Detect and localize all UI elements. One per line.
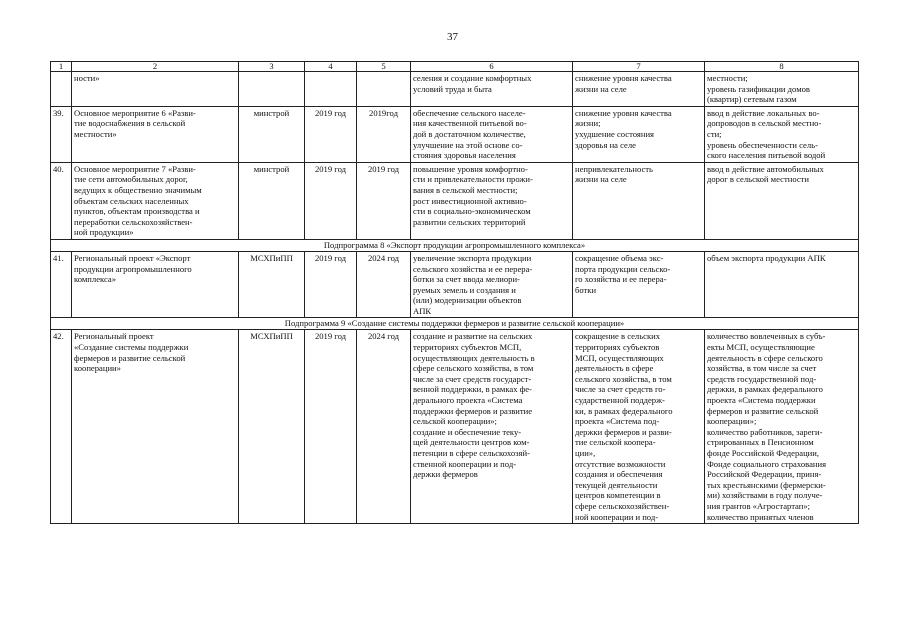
related-indicator-line: ввод в действие автомобильных	[707, 163, 824, 174]
row-number: 40.	[51, 162, 72, 239]
related-indicator	[705, 330, 859, 524]
expected-result-line: ния качественной питьевой во-	[413, 118, 527, 129]
expected-result-line: территориях субъектов МСП,	[413, 342, 522, 353]
non-implementation-consequence-line: МСП, осуществляющих	[575, 352, 664, 363]
non-implementation-consequence-line: ции»,	[575, 448, 596, 458]
non-implementation-consequence-line: текущей деятельности	[575, 479, 658, 490]
related-indicator-line: деятельность в сфере сельского	[707, 352, 823, 363]
event-name-line: объектам сельских населенных	[74, 195, 189, 206]
row-number: 39.	[51, 106, 72, 162]
end-year: 2024 год	[357, 330, 411, 524]
non-implementation-consequence-line: создания и обеспечения	[575, 469, 663, 480]
expected-result-line: сельской кооперации»;	[413, 416, 497, 427]
related-indicator-line: количество принятых членов	[707, 511, 814, 522]
non-implementation-consequence-line: деятельность в сфере	[575, 363, 654, 374]
expected-result-line: рост инвестиционной активно-	[413, 195, 527, 206]
expected-result-line: развитии сельских территорий	[413, 216, 526, 227]
expected-result-line: АПК	[413, 305, 432, 316]
non-implementation-consequence-line: отсутствие возможности	[575, 458, 666, 469]
non-implementation-consequence	[573, 72, 705, 107]
non-implementation-consequence-line: ки, в рамках федерального	[575, 405, 673, 416]
related-indicator-line: проекта «Система поддержки	[707, 395, 816, 406]
event-name-line: переработки сельскохозяйствен-	[74, 216, 193, 227]
event-name-line: Основное мероприятие 6 «Разви-	[74, 107, 196, 118]
executor	[239, 72, 305, 107]
expected-result	[411, 106, 573, 162]
expected-result	[411, 162, 573, 239]
related-indicator-line: средств государственной под-	[707, 373, 817, 384]
related-indicator-line: держки, в рамках федерального	[707, 384, 823, 395]
expected-result-line: руемых земель и создания и	[413, 284, 516, 295]
executor: минстрой	[239, 162, 305, 239]
event-name-line: «Создание системы поддержки	[74, 342, 189, 353]
event-name	[72, 330, 239, 524]
non-implementation-consequence-line: го хозяйства и ее перера-	[575, 274, 667, 285]
non-implementation-consequence-line: ухудшение состояния	[575, 128, 655, 139]
related-indicator-line: фонде Российской Федерации,	[707, 448, 820, 458]
non-implementation-consequence	[573, 251, 705, 318]
non-implementation-consequence-line: порта продукции сельско-	[575, 263, 671, 274]
event-name-line: ведущих к общественно значимым	[74, 184, 202, 195]
related-indicator-line: ми) хозяйствами в году получе-	[707, 490, 823, 501]
expected-result-line: петенции в сфере сельскохозяй-	[413, 448, 530, 458]
table-row	[51, 330, 859, 524]
expected-result-line: условий труда и быта	[413, 83, 492, 94]
expected-result-line: венной поддержки, в рамках фе-	[413, 384, 532, 395]
related-indicator-line: количество работников, зареги-	[707, 426, 823, 437]
event-name-line: Региональный проект «Экспорт	[74, 252, 191, 263]
column-header: 5	[357, 62, 411, 72]
expected-result-line: создание и развитие на сельских	[413, 331, 533, 342]
non-implementation-consequence-line: ной кооперации и под-	[575, 511, 659, 522]
event-name-line: тие водоснабжения в сельской	[74, 118, 186, 129]
related-indicator-line: ввод в действие локальных во-	[707, 107, 820, 118]
expected-result	[411, 251, 573, 318]
non-implementation-consequence-line: ботки	[575, 284, 597, 295]
related-indicator-line: уровень обеспеченности сель-	[707, 139, 818, 150]
non-implementation-consequence-line: здоровья на селе	[575, 139, 636, 150]
row-number	[51, 72, 72, 107]
event-name-line: продукции агропромышленного	[74, 263, 192, 274]
non-implementation-consequence-line: тие сельской коопера-	[575, 437, 656, 448]
expected-result-line: числе за счет средств государст-	[413, 373, 532, 384]
page-number: 37	[447, 31, 458, 43]
table-body	[51, 62, 859, 524]
end-year: 2019 год	[357, 162, 411, 239]
event-name-line: Основное мероприятие 7 «Разви-	[74, 163, 196, 174]
table-row	[51, 72, 859, 107]
start-year	[305, 72, 357, 107]
column-header: 8	[705, 62, 859, 72]
expected-result-line: осуществляющих деятельность в	[413, 352, 535, 363]
end-year: 2019год	[357, 106, 411, 162]
expected-result-line: держки фермеров	[413, 469, 478, 480]
event-name-line: фермеров и развитие сельской	[74, 352, 186, 363]
non-implementation-consequence-line: сельского хозяйства, в том	[575, 373, 672, 384]
expected-result-line: обеспечение сельского населе-	[413, 107, 526, 118]
event-name	[72, 106, 239, 162]
row-number: 42.	[51, 330, 72, 524]
expected-result-line: сти и привлекательности прожи-	[413, 174, 533, 185]
related-indicator-line: количество вовлеченных в субъ-	[707, 331, 826, 342]
row-number: 41.	[51, 251, 72, 318]
expected-result-line: увеличение экспорта продукции	[413, 252, 532, 263]
non-implementation-consequence-line: держки фермеров и разви-	[575, 426, 672, 437]
subprogram-title: Подпрограмма 8 «Экспорт продукции агропромышленного комплекса»	[51, 239, 859, 251]
expected-result	[411, 72, 573, 107]
non-implementation-consequence-line: жизни на селе	[575, 174, 627, 185]
expected-result-line: поддержки фермеров и развитие	[413, 405, 533, 416]
expected-result-line: ственной кооперации и под-	[413, 458, 517, 469]
related-indicator-line: сти;	[707, 128, 722, 139]
expected-result-line: сельского хозяйства и ее перера-	[413, 263, 533, 274]
non-implementation-consequence-line: проекта «Система под-	[575, 416, 660, 427]
related-indicator-line: дорог в сельской местности	[707, 174, 809, 185]
related-indicator-line: екты МСП, осуществляющие	[707, 342, 815, 353]
end-year	[357, 72, 411, 107]
start-year: 2019 год	[305, 251, 357, 318]
expected-result-line: сфере сельского хозяйства, в том	[413, 363, 534, 374]
table-row	[51, 162, 859, 239]
subprogram-title: Подпрограмма 9 «Создание системы поддержки фермеров и развитие сельской кооперации»	[51, 318, 859, 330]
expected-result-line: сти в социально-экономическом	[413, 206, 531, 217]
start-year: 2019 год	[305, 106, 357, 162]
expected-result-line: улучшение на этой основе со-	[413, 139, 523, 150]
expected-result-line: дерального проекта «Система	[413, 395, 523, 406]
non-implementation-consequence	[573, 106, 705, 162]
event-name-line: ности»	[74, 73, 100, 83]
non-implementation-consequence-line: территориях субъектов	[575, 342, 660, 353]
program-table	[50, 61, 859, 524]
non-implementation-consequence-line: непривлекательность	[575, 163, 653, 174]
subprogram-row	[51, 318, 859, 330]
expected-result-line: селения и создание комфортных	[413, 73, 532, 83]
related-indicator-line: Фонде социального страхования	[707, 458, 827, 469]
column-header: 2	[72, 62, 239, 72]
table-row	[51, 251, 859, 318]
column-number-row	[51, 62, 859, 72]
expected-result-line: щей деятельности центров ком-	[413, 437, 530, 448]
related-indicator-line: уровень газификации домов	[707, 83, 810, 94]
non-implementation-consequence-line: сокращение в сельских	[575, 331, 661, 342]
expected-result-line: дой в достаточном количестве,	[413, 128, 526, 139]
related-indicator-line: фермеров и развитие сельской	[707, 405, 819, 416]
related-indicator-line: Российской Федерации, приня-	[707, 469, 822, 480]
related-indicator-line: объем экспорта продукции АПК	[707, 252, 826, 263]
related-indicator	[705, 162, 859, 239]
table-row	[51, 106, 859, 162]
related-indicator-line: (квартир) сетевым газом	[707, 94, 797, 105]
related-indicator-line: стрированных в Пенсионном	[707, 437, 814, 448]
start-year: 2019 год	[305, 330, 357, 524]
event-name-line: пунктов, объектам производства и	[74, 206, 200, 217]
non-implementation-consequence-line: сокращение объема экс-	[575, 252, 664, 263]
event-name-line: местности»	[74, 128, 117, 139]
non-implementation-consequence	[573, 162, 705, 239]
non-implementation-consequence-line: центров компетенции в	[575, 490, 661, 501]
expected-result-line: ботки за счет ввода мелиори-	[413, 274, 520, 285]
related-indicator-line: местности;	[707, 73, 748, 83]
column-header: 3	[239, 62, 305, 72]
event-name-line: кооперации»	[74, 363, 121, 374]
non-implementation-consequence-line: снижение уровня качества	[575, 107, 672, 118]
related-indicator-line: хозяйства, в том числе за счет	[707, 363, 817, 374]
non-implementation-consequence-line: сударственной поддерж-	[575, 395, 665, 406]
end-year: 2024 год	[357, 251, 411, 318]
non-implementation-consequence	[573, 330, 705, 524]
executor: минстрой	[239, 106, 305, 162]
executor: МСХПиПП	[239, 251, 305, 318]
expected-result-line: вания в сельской местности;	[413, 184, 518, 195]
column-header: 7	[573, 62, 705, 72]
non-implementation-consequence-line: сфере сельскохозяйствен-	[575, 500, 670, 511]
expected-result-line: (или) модернизации объектов	[413, 295, 522, 306]
subprogram-row	[51, 239, 859, 251]
start-year: 2019 год	[305, 162, 357, 239]
non-implementation-consequence-line: снижение уровня качества	[575, 73, 672, 83]
related-indicator	[705, 251, 859, 318]
non-implementation-consequence-line: жизни;	[575, 118, 601, 129]
related-indicator-line: ния грантов «Агростартап»;	[707, 500, 811, 511]
expected-result-line: повышение уровня комфортно-	[413, 163, 528, 174]
related-indicator-line: кооперации»;	[707, 416, 757, 427]
event-name	[72, 72, 239, 107]
related-indicator	[705, 106, 859, 162]
event-name-line: ной продукции»	[74, 227, 134, 238]
column-header: 4	[305, 62, 357, 72]
expected-result-line: стояния здоровья населения	[413, 150, 516, 161]
column-header: 6	[411, 62, 573, 72]
event-name-line: тие сети автомобильных дорог,	[74, 174, 188, 185]
expected-result	[411, 330, 573, 524]
event-name	[72, 162, 239, 239]
event-name-line: Региональный проект	[74, 331, 154, 342]
non-implementation-consequence-line: числе за счет средств го-	[575, 384, 666, 395]
related-indicator-line: ского населения питьевой водой	[707, 150, 826, 161]
column-header: 1	[51, 62, 72, 72]
related-indicator	[705, 72, 859, 107]
non-implementation-consequence-line: жизни на селе	[575, 83, 627, 94]
related-indicator-line: тых крестьянскими (фермерски-	[707, 479, 826, 490]
event-name-line: комплекса»	[74, 274, 117, 285]
event-name	[72, 251, 239, 318]
executor: МСХПиПП	[239, 330, 305, 524]
related-indicator-line: допроводов в сельской местно-	[707, 118, 822, 129]
expected-result-line: создание и обеспечение теку-	[413, 426, 522, 437]
